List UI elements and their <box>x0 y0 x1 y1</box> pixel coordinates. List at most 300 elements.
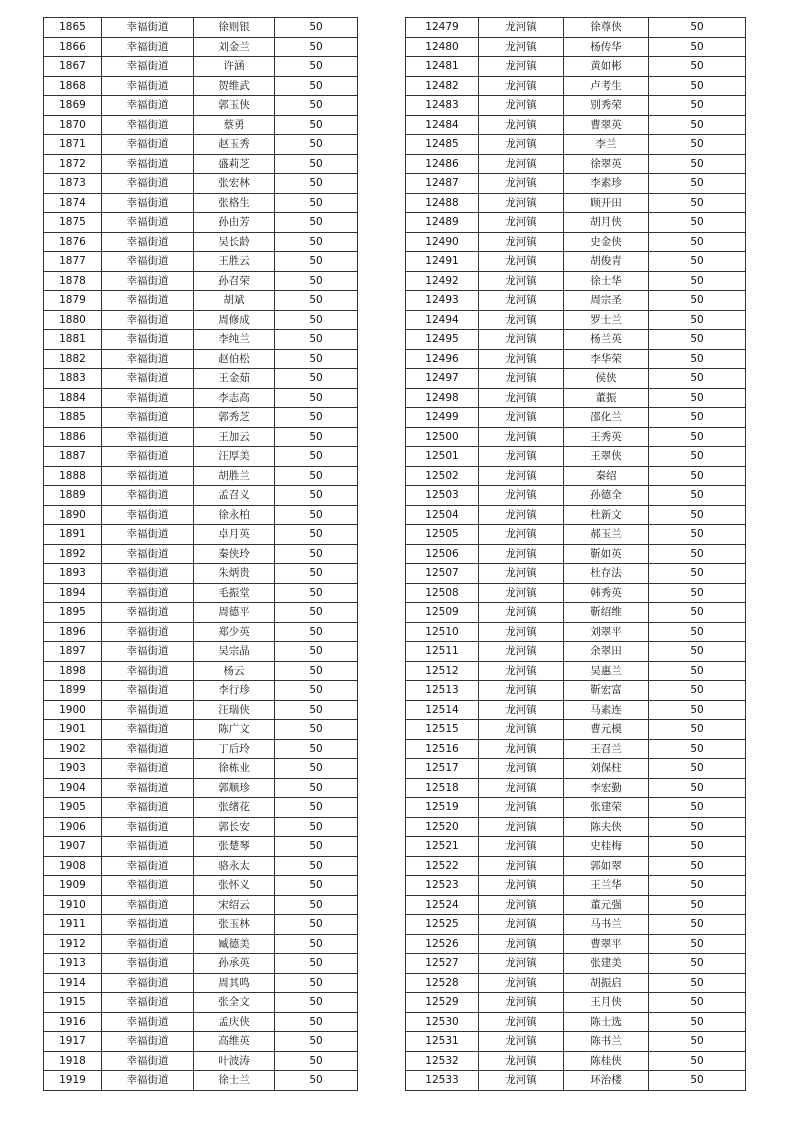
amount-cell: 50 <box>649 193 746 213</box>
row-id-cell: 12502 <box>406 466 479 486</box>
row-id-cell: 1900 <box>44 700 102 720</box>
place-cell: 龙河镇 <box>479 856 564 876</box>
table-row <box>44 408 358 428</box>
amount-cell: 50 <box>649 57 746 77</box>
row-id-cell: 12514 <box>406 700 479 720</box>
name-cell: 杨云 <box>194 661 275 681</box>
table-row <box>44 252 358 272</box>
row-id-cell: 1898 <box>44 661 102 681</box>
name-cell: 赵伯松 <box>194 349 275 369</box>
name-cell: 王月侠 <box>564 993 649 1013</box>
name-cell: 陈夫侠 <box>564 817 649 837</box>
row-id-cell: 1888 <box>44 466 102 486</box>
row-id-cell: 12483 <box>406 96 479 116</box>
name-cell: 高维英 <box>194 1032 275 1052</box>
table-row <box>406 193 746 213</box>
table-row <box>44 18 358 38</box>
place-cell: 龙河镇 <box>479 876 564 896</box>
table-row <box>406 778 746 798</box>
place-cell: 幸福街道 <box>102 505 194 525</box>
amount-cell: 50 <box>649 720 746 740</box>
name-cell: 李行珍 <box>194 681 275 701</box>
name-cell: 郭顺珍 <box>194 778 275 798</box>
table-row <box>44 915 358 935</box>
table-row <box>406 486 746 506</box>
amount-cell: 50 <box>649 115 746 135</box>
table-row <box>44 115 358 135</box>
row-id-cell: 12522 <box>406 856 479 876</box>
table-row <box>406 817 746 837</box>
row-id-cell: 1894 <box>44 583 102 603</box>
amount-cell: 50 <box>649 544 746 564</box>
amount-cell: 50 <box>275 622 358 642</box>
name-cell: 徐翠英 <box>564 154 649 174</box>
name-cell: 吴惠兰 <box>564 661 649 681</box>
name-cell: 郑少英 <box>194 622 275 642</box>
place-cell: 幸福街道 <box>102 18 194 38</box>
name-cell: 郭玉侠 <box>194 96 275 116</box>
row-id-cell: 1916 <box>44 1012 102 1032</box>
amount-cell: 50 <box>649 739 746 759</box>
row-id-cell: 12511 <box>406 642 479 662</box>
amount-cell: 50 <box>275 759 358 779</box>
right-table-body <box>406 18 746 1091</box>
row-id-cell: 1882 <box>44 349 102 369</box>
amount-cell: 50 <box>649 778 746 798</box>
amount-cell: 50 <box>649 759 746 779</box>
row-id-cell: 1903 <box>44 759 102 779</box>
row-id-cell: 12490 <box>406 232 479 252</box>
place-cell: 幸福街道 <box>102 739 194 759</box>
table-row <box>406 174 746 194</box>
name-cell: 董元强 <box>564 895 649 915</box>
amount-cell: 50 <box>649 954 746 974</box>
amount-cell: 50 <box>275 486 358 506</box>
place-cell: 幸福街道 <box>102 57 194 77</box>
place-cell: 龙河镇 <box>479 642 564 662</box>
amount-cell: 50 <box>649 466 746 486</box>
right-list-table <box>405 17 746 1091</box>
name-cell: 杨传华 <box>564 37 649 57</box>
amount-cell: 50 <box>275 993 358 1013</box>
amount-cell: 50 <box>275 973 358 993</box>
row-id-cell: 1896 <box>44 622 102 642</box>
row-id-cell: 1889 <box>44 486 102 506</box>
amount-cell: 50 <box>649 427 746 447</box>
place-cell: 龙河镇 <box>479 505 564 525</box>
place-cell: 龙河镇 <box>479 954 564 974</box>
place-cell: 龙河镇 <box>479 798 564 818</box>
row-id-cell: 1915 <box>44 993 102 1013</box>
name-cell: 孟庆侠 <box>194 1012 275 1032</box>
name-cell: 王兰华 <box>564 876 649 896</box>
row-id-cell: 12491 <box>406 252 479 272</box>
place-cell: 龙河镇 <box>479 1032 564 1052</box>
row-id-cell: 12506 <box>406 544 479 564</box>
name-cell: 徐士兰 <box>194 1071 275 1091</box>
row-id-cell: 12530 <box>406 1012 479 1032</box>
amount-cell: 50 <box>649 681 746 701</box>
row-id-cell: 1879 <box>44 291 102 311</box>
row-id-cell: 1887 <box>44 447 102 467</box>
amount-cell: 50 <box>275 232 358 252</box>
amount-cell: 50 <box>649 564 746 584</box>
name-cell: 李宏勤 <box>564 778 649 798</box>
place-cell: 幸福街道 <box>102 252 194 272</box>
table-row <box>44 37 358 57</box>
table-row <box>406 642 746 662</box>
amount-cell: 50 <box>649 1032 746 1052</box>
table-row <box>44 759 358 779</box>
name-cell: 刘翠平 <box>564 622 649 642</box>
row-id-cell: 1886 <box>44 427 102 447</box>
amount-cell: 50 <box>649 135 746 155</box>
table-row <box>44 213 358 233</box>
row-id-cell: 1917 <box>44 1032 102 1052</box>
amount-cell: 50 <box>649 525 746 545</box>
name-cell: 宋绍云 <box>194 895 275 915</box>
amount-cell: 50 <box>275 447 358 467</box>
amount-cell: 50 <box>275 642 358 662</box>
table-row <box>406 700 746 720</box>
row-id-cell: 12505 <box>406 525 479 545</box>
place-cell: 龙河镇 <box>479 193 564 213</box>
name-cell: 周修成 <box>194 310 275 330</box>
amount-cell: 50 <box>275 427 358 447</box>
row-id-cell: 1908 <box>44 856 102 876</box>
table-row <box>44 700 358 720</box>
name-cell: 盛莉芝 <box>194 154 275 174</box>
row-id-cell: 1904 <box>44 778 102 798</box>
amount-cell: 50 <box>275 174 358 194</box>
table-row <box>44 778 358 798</box>
name-cell: 李纯兰 <box>194 330 275 350</box>
table-row <box>44 856 358 876</box>
amount-cell: 50 <box>649 642 746 662</box>
name-cell: 郭如翠 <box>564 856 649 876</box>
amount-cell: 50 <box>649 408 746 428</box>
place-cell: 龙河镇 <box>479 349 564 369</box>
row-id-cell: 12517 <box>406 759 479 779</box>
row-id-cell: 1913 <box>44 954 102 974</box>
name-cell: 徐士华 <box>564 271 649 291</box>
place-cell: 幸福街道 <box>102 993 194 1013</box>
table-row <box>406 369 746 389</box>
amount-cell: 50 <box>275 954 358 974</box>
table-row <box>44 330 358 350</box>
row-id-cell: 12482 <box>406 76 479 96</box>
name-cell: 吴宗晶 <box>194 642 275 662</box>
place-cell: 龙河镇 <box>479 115 564 135</box>
place-cell: 幸福街道 <box>102 76 194 96</box>
amount-cell: 50 <box>275 583 358 603</box>
place-cell: 幸福街道 <box>102 544 194 564</box>
place-cell: 龙河镇 <box>479 447 564 467</box>
row-id-cell: 12524 <box>406 895 479 915</box>
table-row <box>44 447 358 467</box>
place-cell: 幸福街道 <box>102 622 194 642</box>
name-cell: 张建美 <box>564 954 649 974</box>
name-cell: 臧德美 <box>194 934 275 954</box>
place-cell: 幸福街道 <box>102 96 194 116</box>
row-id-cell: 12531 <box>406 1032 479 1052</box>
table-row <box>406 466 746 486</box>
name-cell: 别秀荣 <box>564 96 649 116</box>
row-id-cell: 1901 <box>44 720 102 740</box>
name-cell: 刘金兰 <box>194 37 275 57</box>
place-cell: 幸福街道 <box>102 271 194 291</box>
name-cell: 陈书兰 <box>564 1032 649 1052</box>
row-id-cell: 12509 <box>406 603 479 623</box>
name-cell: 李兰 <box>564 135 649 155</box>
row-id-cell: 12492 <box>406 271 479 291</box>
row-id-cell: 12533 <box>406 1071 479 1091</box>
row-id-cell: 1899 <box>44 681 102 701</box>
table-row <box>44 934 358 954</box>
amount-cell: 50 <box>649 798 746 818</box>
name-cell: 王召兰 <box>564 739 649 759</box>
row-id-cell: 1906 <box>44 817 102 837</box>
amount-cell: 50 <box>275 934 358 954</box>
row-id-cell: 1865 <box>44 18 102 38</box>
amount-cell: 50 <box>649 369 746 389</box>
left-list-table <box>43 17 358 1091</box>
table-row <box>406 661 746 681</box>
table-row <box>406 1012 746 1032</box>
name-cell: 孟召义 <box>194 486 275 506</box>
place-cell: 龙河镇 <box>479 583 564 603</box>
table-row <box>406 525 746 545</box>
table-row <box>44 817 358 837</box>
row-id-cell: 12523 <box>406 876 479 896</box>
name-cell: 张格生 <box>194 193 275 213</box>
place-cell: 幸福街道 <box>102 447 194 467</box>
place-cell: 幸福街道 <box>102 583 194 603</box>
place-cell: 幸福街道 <box>102 369 194 389</box>
amount-cell: 50 <box>649 700 746 720</box>
left-table-body <box>44 18 358 1091</box>
table-row <box>44 622 358 642</box>
row-id-cell: 1892 <box>44 544 102 564</box>
place-cell: 幸福街道 <box>102 525 194 545</box>
amount-cell: 50 <box>649 291 746 311</box>
place-cell: 龙河镇 <box>479 993 564 1013</box>
table-row <box>406 76 746 96</box>
row-id-cell: 1919 <box>44 1071 102 1091</box>
name-cell: 马书兰 <box>564 915 649 935</box>
table-row <box>406 544 746 564</box>
row-id-cell: 12499 <box>406 408 479 428</box>
place-cell: 龙河镇 <box>479 135 564 155</box>
row-id-cell: 1883 <box>44 369 102 389</box>
place-cell: 龙河镇 <box>479 895 564 915</box>
place-cell: 龙河镇 <box>479 466 564 486</box>
amount-cell: 50 <box>275 193 358 213</box>
row-id-cell: 1868 <box>44 76 102 96</box>
table-row <box>406 720 746 740</box>
name-cell: 曹翠平 <box>564 934 649 954</box>
amount-cell: 50 <box>275 603 358 623</box>
name-cell: 毛振堂 <box>194 583 275 603</box>
amount-cell: 50 <box>649 76 746 96</box>
place-cell: 龙河镇 <box>479 622 564 642</box>
place-cell: 龙河镇 <box>479 661 564 681</box>
place-cell: 龙河镇 <box>479 681 564 701</box>
table-row <box>406 252 746 272</box>
place-cell: 龙河镇 <box>479 720 564 740</box>
place-cell: 龙河镇 <box>479 544 564 564</box>
row-id-cell: 1867 <box>44 57 102 77</box>
name-cell: 周其鸣 <box>194 973 275 993</box>
name-cell: 秦侠玲 <box>194 544 275 564</box>
amount-cell: 50 <box>275 388 358 408</box>
table-row <box>406 310 746 330</box>
table-row <box>44 349 358 369</box>
table-row <box>406 973 746 993</box>
row-id-cell: 12519 <box>406 798 479 818</box>
table-row <box>406 427 746 447</box>
table-row <box>44 232 358 252</box>
name-cell: 周德平 <box>194 603 275 623</box>
amount-cell: 50 <box>649 993 746 1013</box>
amount-cell: 50 <box>649 330 746 350</box>
place-cell: 幸福街道 <box>102 349 194 369</box>
table-row <box>406 876 746 896</box>
place-cell: 幸福街道 <box>102 1071 194 1091</box>
table-row <box>44 1012 358 1032</box>
table-row <box>44 837 358 857</box>
amount-cell: 50 <box>649 447 746 467</box>
place-cell: 幸福街道 <box>102 388 194 408</box>
name-cell: 靳宏富 <box>564 681 649 701</box>
amount-cell: 50 <box>275 115 358 135</box>
table-row <box>406 154 746 174</box>
place-cell: 龙河镇 <box>479 564 564 584</box>
name-cell: 董振 <box>564 388 649 408</box>
table-row <box>406 96 746 116</box>
table-row <box>44 486 358 506</box>
table-row <box>406 583 746 603</box>
place-cell: 龙河镇 <box>479 252 564 272</box>
amount-cell: 50 <box>649 583 746 603</box>
row-id-cell: 12497 <box>406 369 479 389</box>
row-id-cell: 1885 <box>44 408 102 428</box>
amount-cell: 50 <box>649 310 746 330</box>
place-cell: 龙河镇 <box>479 817 564 837</box>
amount-cell: 50 <box>649 622 746 642</box>
name-cell: 徐永柏 <box>194 505 275 525</box>
table-row <box>44 681 358 701</box>
place-cell: 幸福街道 <box>102 232 194 252</box>
place-cell: 龙河镇 <box>479 1012 564 1032</box>
name-cell: 孙承英 <box>194 954 275 974</box>
table-row <box>44 1051 358 1071</box>
name-cell: 张玉林 <box>194 915 275 935</box>
place-cell: 龙河镇 <box>479 486 564 506</box>
amount-cell: 50 <box>275 720 358 740</box>
table-row <box>406 681 746 701</box>
table-row <box>406 291 746 311</box>
row-id-cell: 12480 <box>406 37 479 57</box>
row-id-cell: 1918 <box>44 1051 102 1071</box>
table-row <box>44 291 358 311</box>
name-cell: 秦绍 <box>564 466 649 486</box>
amount-cell: 50 <box>275 544 358 564</box>
table-row <box>44 174 358 194</box>
place-cell: 幸福街道 <box>102 856 194 876</box>
row-id-cell: 12485 <box>406 135 479 155</box>
name-cell: 吴长龄 <box>194 232 275 252</box>
table-row <box>44 427 358 447</box>
table-row <box>406 603 746 623</box>
place-cell: 幸福街道 <box>102 427 194 447</box>
row-id-cell: 12529 <box>406 993 479 1013</box>
amount-cell: 50 <box>275 1012 358 1032</box>
place-cell: 龙河镇 <box>479 973 564 993</box>
name-cell: 张绪花 <box>194 798 275 818</box>
row-id-cell: 1866 <box>44 37 102 57</box>
amount-cell: 50 <box>649 603 746 623</box>
row-id-cell: 12500 <box>406 427 479 447</box>
name-cell: 史金侠 <box>564 232 649 252</box>
place-cell: 龙河镇 <box>479 37 564 57</box>
amount-cell: 50 <box>275 349 358 369</box>
table-row <box>406 213 746 233</box>
row-id-cell: 12528 <box>406 973 479 993</box>
place-cell: 龙河镇 <box>479 525 564 545</box>
table-row <box>406 915 746 935</box>
place-cell: 幸福街道 <box>102 291 194 311</box>
amount-cell: 50 <box>649 973 746 993</box>
row-id-cell: 1891 <box>44 525 102 545</box>
place-cell: 幸福街道 <box>102 135 194 155</box>
place-cell: 幸福街道 <box>102 1051 194 1071</box>
place-cell: 龙河镇 <box>479 778 564 798</box>
table-row <box>44 76 358 96</box>
amount-cell: 50 <box>275 817 358 837</box>
row-id-cell: 1914 <box>44 973 102 993</box>
place-cell: 幸福街道 <box>102 876 194 896</box>
name-cell: 贺维武 <box>194 76 275 96</box>
row-id-cell: 12527 <box>406 954 479 974</box>
row-id-cell: 1907 <box>44 837 102 857</box>
amount-cell: 50 <box>649 934 746 954</box>
row-id-cell: 12484 <box>406 115 479 135</box>
row-id-cell: 12521 <box>406 837 479 857</box>
table-row <box>44 388 358 408</box>
row-id-cell: 1874 <box>44 193 102 213</box>
place-cell: 幸福街道 <box>102 154 194 174</box>
amount-cell: 50 <box>275 895 358 915</box>
amount-cell: 50 <box>649 856 746 876</box>
table-row <box>44 271 358 291</box>
name-cell: 罗士兰 <box>564 310 649 330</box>
name-cell: 骆永太 <box>194 856 275 876</box>
amount-cell: 50 <box>275 135 358 155</box>
place-cell: 幸福街道 <box>102 115 194 135</box>
name-cell: 顾开田 <box>564 193 649 213</box>
table-row <box>44 57 358 77</box>
table-row <box>406 1071 746 1091</box>
amount-cell: 50 <box>275 466 358 486</box>
row-id-cell: 1890 <box>44 505 102 525</box>
place-cell: 龙河镇 <box>479 330 564 350</box>
name-cell: 余翠田 <box>564 642 649 662</box>
row-id-cell: 12507 <box>406 564 479 584</box>
amount-cell: 50 <box>275 1071 358 1091</box>
row-id-cell: 12493 <box>406 291 479 311</box>
table-row <box>406 349 746 369</box>
